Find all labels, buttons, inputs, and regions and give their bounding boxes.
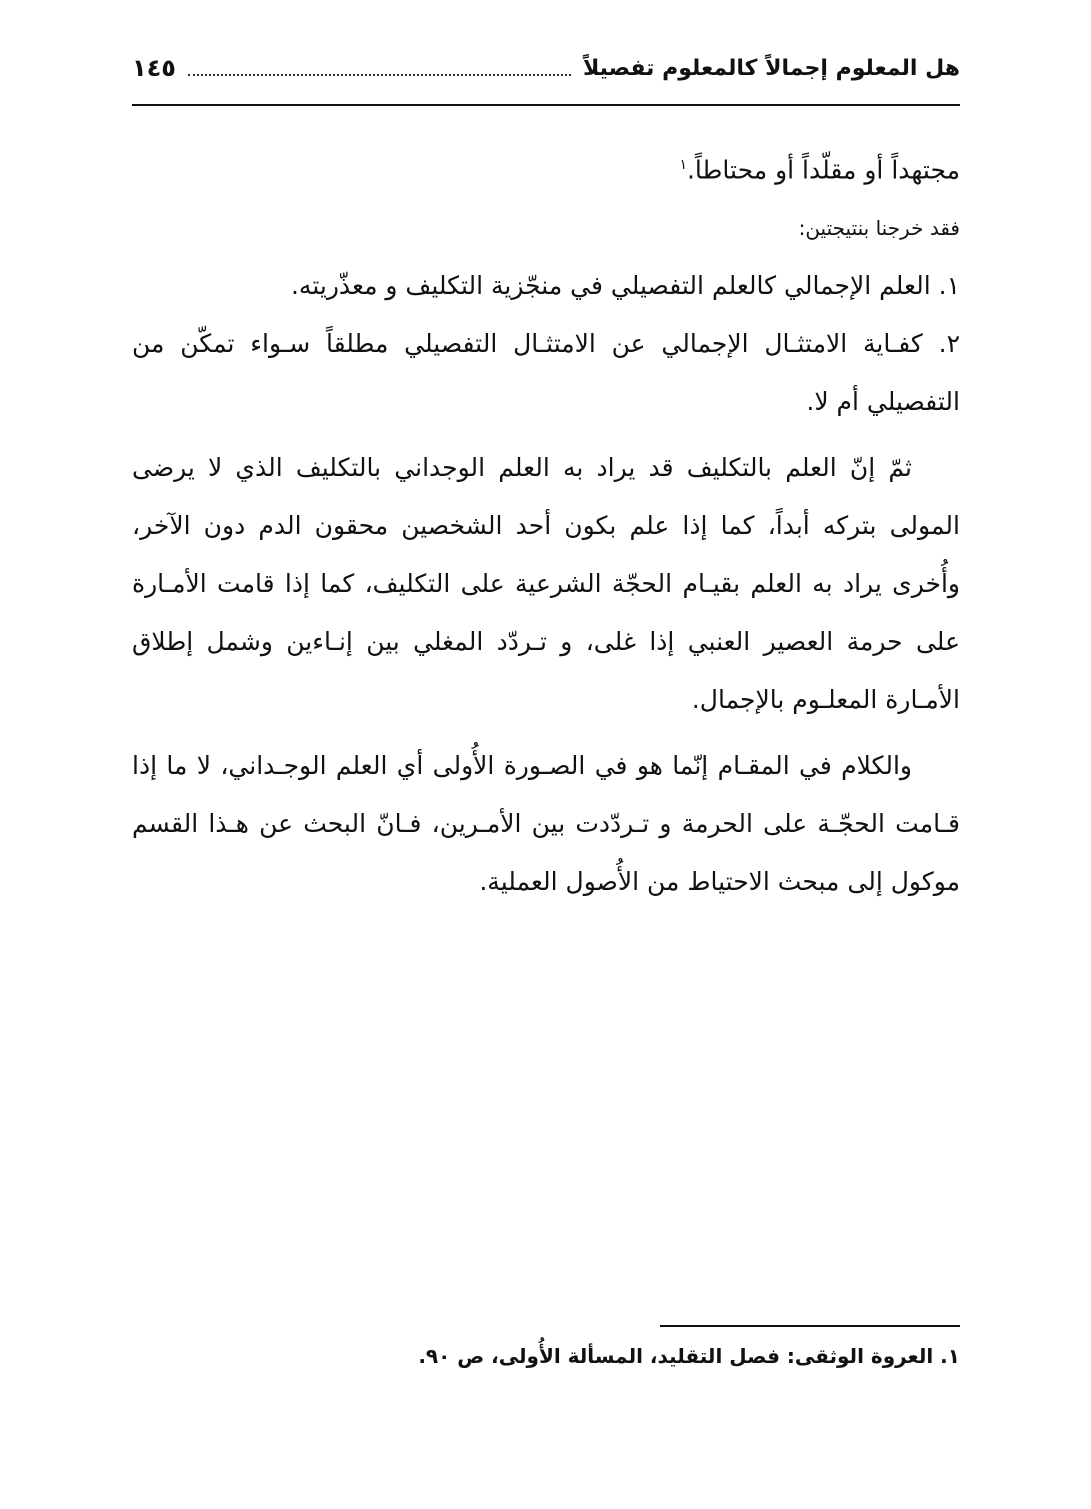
footnote-divider xyxy=(660,1325,960,1327)
page-number: ١٤٥ xyxy=(132,54,176,82)
footnote: ١. العروة الوثقى: فصل التقليد، المسألة الأُولى، ص ٩٠. xyxy=(418,1344,960,1368)
header-leader-dots xyxy=(188,60,571,76)
paragraph-2: ثمّ إنّ العلم بالتكليف قد يراد به العلم الوجداني بالتكليف الذي لا يرضى المولى بتركه أبداً، كما إذا علم بكون أحد الشخصين محقون الدم دون الآخر، وأُخرى يراد به العلم بقيـام الحجّة الشرعية على التكليف، كما إذا قامت الأمـارة على حرمة العصير العنبي إذا غلى، و تـردّد المغلي بين إنـاءين وشمل إطلاق الأمـارة المعلـوم بالإجمال. xyxy=(132,453,960,715)
results-intro: فقد خرجنا بنتيجتين: xyxy=(798,216,960,241)
main-text xyxy=(132,136,960,911)
footnote-ref: ١ xyxy=(679,157,687,173)
header-title: هل المعلوم إجمالاً كالمعلوم تفصيلاً xyxy=(582,55,960,81)
result-item-2: ٢. كفـاية الامتثـال الإجمالي عن الامتثـال التفصيلي مطلقاً سـواء تمكّن من التفصيلي أم لا. xyxy=(132,329,960,417)
result-item-1: ١. العلم الإجمالي كالعلم التفصيلي في منجّزية التكليف و معذّريته. xyxy=(290,271,960,301)
paragraph-3: والكلام في المقـام إنّما هو في الصـورة الأُولى أي العلم الوجـداني، لا ما إذا قـامت الحجّـة على الحرمة و تـردّدت بين الأمـرين، فـانّ البحث عن هـذا القسم موكول إلى مبحث الاحتياط من الأُصول العملية. xyxy=(132,751,960,897)
paragraph-continuation xyxy=(132,136,960,199)
continuation-text: مجتهداً أو مقلّداً أو محتاطاً. xyxy=(686,155,960,185)
running-header xyxy=(132,48,960,88)
header-divider xyxy=(132,104,960,106)
